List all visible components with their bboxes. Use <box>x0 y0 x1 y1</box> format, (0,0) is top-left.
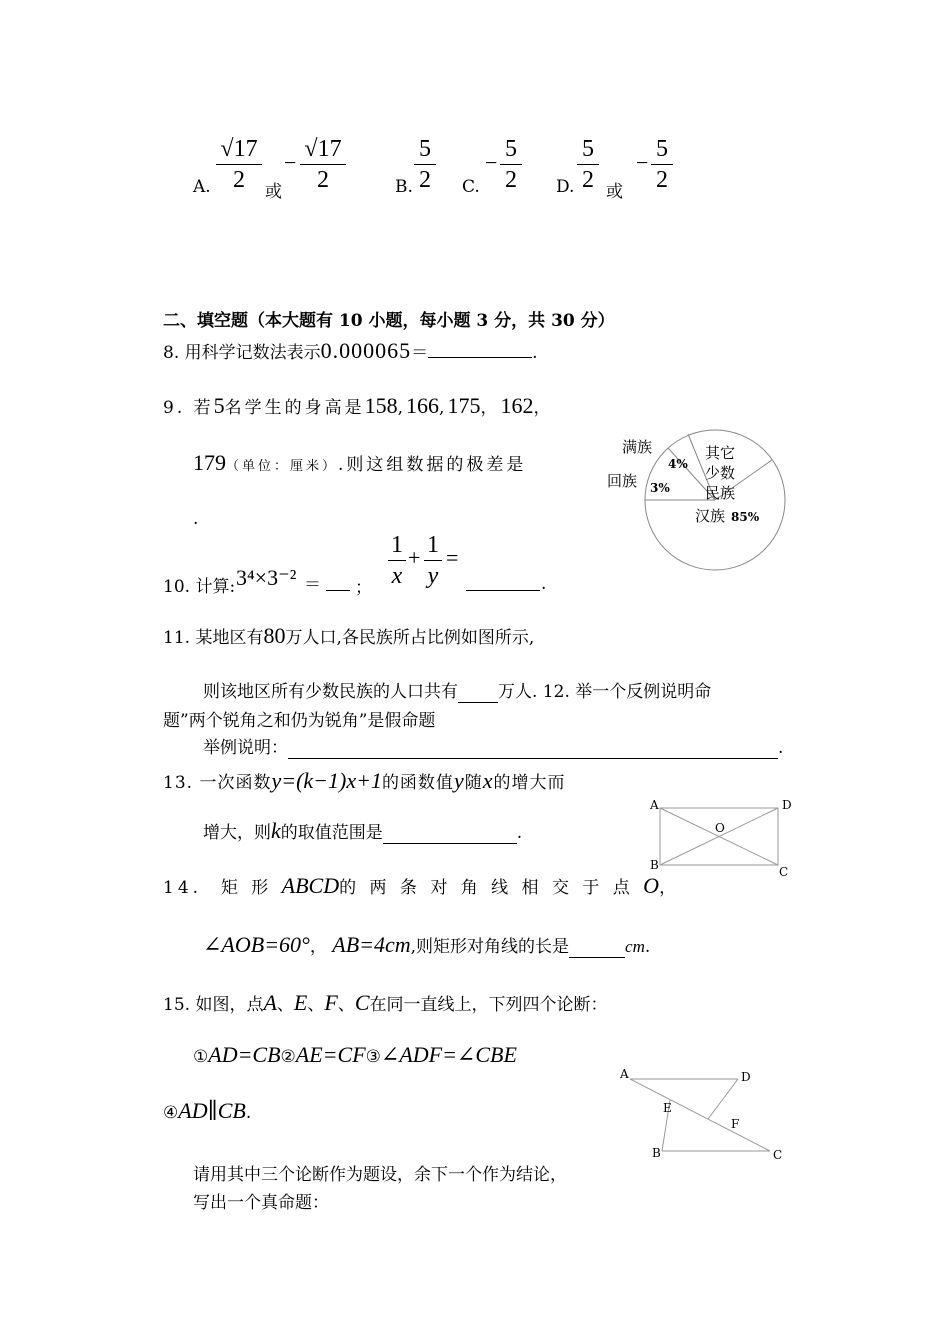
question-10-plus: + <box>408 545 421 570</box>
point-a-label: A <box>620 1067 629 1081</box>
point-b-label: B <box>652 1146 661 1160</box>
answer-blank[interactable] <box>458 682 498 703</box>
option-a-label: A. <box>193 177 211 197</box>
pie-pct-han: 85% <box>731 510 760 524</box>
point-d-label: D <box>782 798 792 812</box>
question-12-line-2: 举例说明： . <box>203 738 784 758</box>
point-b-label: B <box>650 858 659 872</box>
option-b-fraction: 5 2 <box>414 136 436 193</box>
pie-label-other-2: 少数 <box>705 464 736 482</box>
answer-blank[interactable] <box>326 574 350 591</box>
answer-blank[interactable] <box>569 937 625 958</box>
section-title: 二、填空题（本大题有 10 小题，每小题 3 分，共 30 分） <box>163 311 615 331</box>
pie-label-other-1: 其它 <box>705 444 736 462</box>
question-11-line-1: 11. 某地区有80万人口,各民族所占比例如图所示, <box>163 623 535 648</box>
answer-blank[interactable] <box>466 574 540 591</box>
question-13-line-2: 增大，则k的取值范围是 . <box>203 818 523 843</box>
question-14-line-1: 14. 矩 形 ABCD的 两 条 对 角 线 相 交 于 点 O， <box>163 873 681 898</box>
option-d-fraction-1: 5 2 <box>577 136 599 193</box>
question-15-line-4: 写出一个真命题： <box>193 1193 329 1213</box>
pie-label-other-3: 民族 <box>705 484 736 502</box>
option-c-label: C. <box>462 177 480 197</box>
rectangle-figure <box>640 795 800 885</box>
option-b-label: B. <box>395 177 413 197</box>
question-11-line-2: 则该地区所有少数民族的人口共有 万人. 12. 举一个反例说明命 <box>203 682 712 702</box>
question-10-semi: ； <box>355 578 372 598</box>
point-d-label: D <box>741 1070 751 1084</box>
question-10-fraction-1: 1 x <box>388 532 406 589</box>
option-d-minus: − <box>636 150 649 175</box>
option-d-or: 或 <box>606 182 623 202</box>
question-15-conditions: ①AD=CB②AE=CF③∠ADF=∠CBE <box>193 1042 517 1067</box>
segment-ac <box>630 1079 770 1151</box>
point-o-label: O <box>715 821 725 835</box>
option-a-or: 或 <box>265 182 282 202</box>
question-9-line-2: 179（单位：厘米）.则这组数据的极差是 <box>193 450 527 475</box>
option-c-fraction: 5 2 <box>500 136 522 193</box>
answer-blank[interactable] <box>288 738 778 759</box>
option-d-fraction-2: 5 2 <box>651 136 673 193</box>
question-10-eq2: = <box>446 545 459 570</box>
answer-blank[interactable] <box>428 357 532 358</box>
pie-label-han: 汉族 <box>695 507 726 525</box>
question-13-line-1: 13. 一次函数y=(k−1)x+1的函数值y随x的增大而 <box>163 768 566 793</box>
option-a-fraction-1: √17 2 <box>216 136 262 193</box>
point-a-label: A <box>650 798 659 812</box>
question-10-end: . <box>541 574 547 594</box>
parallelogram-figure <box>610 1060 790 1170</box>
point-e-label: E <box>663 1101 672 1115</box>
option-d-label: D. <box>556 177 575 197</box>
question-15-line-1: 15. 如图，点A、E、F、C在同一直线上，下列四个论断： <box>163 990 608 1015</box>
answer-blank[interactable] <box>383 823 517 844</box>
point-c-label: C <box>773 1148 783 1162</box>
segment-df <box>708 1079 738 1119</box>
pie-pct-manchu: 4% <box>668 457 688 471</box>
point-c-label: C <box>779 865 789 879</box>
option-a-fraction-2: √17 2 <box>300 136 346 193</box>
question-9-end: . <box>193 509 199 529</box>
question-10-prefix: 10. 计算: <box>163 577 236 597</box>
question-10-eq: ＝ <box>304 575 321 595</box>
pie-label-manchu: 满族 <box>622 438 653 456</box>
question-12-line-1: 题”两个锐角之和仍为锐角”是假命题 <box>163 711 436 731</box>
question-9-line-1: 9. 若5名学生的身高是158,166,175，162， <box>163 393 554 418</box>
question-8: 8. 用科学记数法表示0.000065＝ . <box>163 338 538 363</box>
point-f-label: F <box>731 1117 740 1131</box>
option-a-minus: − <box>284 150 297 175</box>
ethnic-pie-chart <box>600 428 790 573</box>
question-14-line-2: ∠AOB=60°， AB=4cm,则矩形对角线的长是 cm. <box>203 932 651 957</box>
question-10-expr: 3⁴×3⁻² <box>236 565 297 590</box>
question-10-fraction-2: 1 y <box>424 532 442 589</box>
pie-label-hui: 回族 <box>607 472 638 490</box>
pie-pct-hui: 3% <box>650 481 670 495</box>
option-c-minus: − <box>485 150 498 175</box>
question-15-line-3: 请用其中三个论断作为题设，余下一个作为结论， <box>193 1165 567 1185</box>
question-15-condition-4: ④AD∥CB. <box>163 1098 252 1123</box>
